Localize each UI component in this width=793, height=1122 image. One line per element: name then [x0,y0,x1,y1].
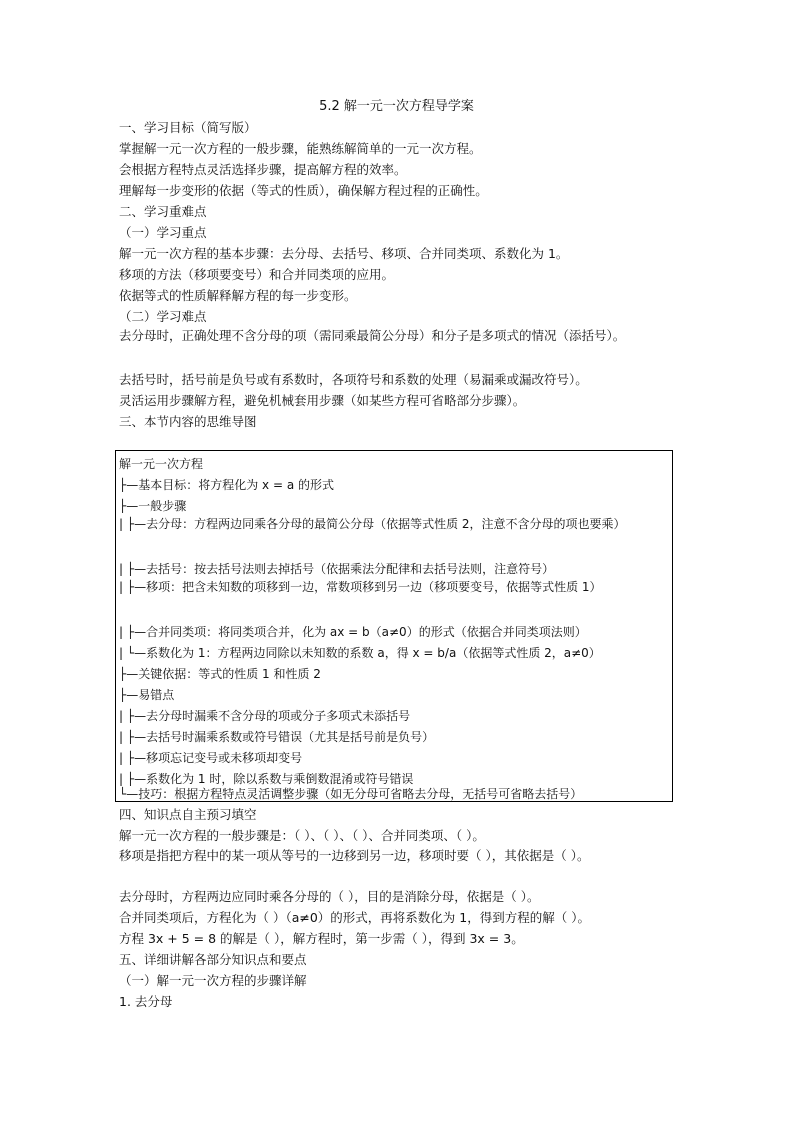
key-item: 解一元一次方程的基本步骤：去分母、去括号、移项、合并同类项、系数化为 1。 [119,246,569,261]
mindmap-node: | ├—合并同类项：将同类项合并，化为 ax = b（a≠0）的形式（依据合并同类项法则） [119,625,587,639]
subheading-key: （一）学习重点 [119,225,207,240]
mindmap-node: | ├—移项忘记变号或未移项却变号 [119,751,303,765]
difficulty-item: 灵活运用步骤解方程，避免机械套用步骤（如某些方程可省略部分步骤）。 [119,393,526,408]
mindmap-node: | ├—系数化为 1 时，除以系数与乘倒数混淆或符号错误 [119,772,414,786]
goal-item: 会根据方程特点灵活选择步骤，提高解方程的效率。 [119,162,407,177]
mindmap-root: 解一元一次方程 [119,457,204,471]
subheading-difficulty: （二）学习难点 [119,309,207,324]
preview-question: 方程 3x + 5 = 8 的解是（ ），解方程时，第一步需（ ），得到 3x = 3。 [119,931,524,946]
section-heading-explanation: 五、详细讲解各部分知识点和要点 [119,952,307,967]
mindmap-node: | ├—去括号：按去括号法则去掉括号（依据乘法分配律和去括号法则，注意符号） [119,562,555,576]
mindmap-node: ├—一般步骤 [119,499,187,513]
section-heading-key-points: 二、学习重难点 [119,204,207,219]
mindmap-node: ├—基本目标：将方程化为 x = a 的形式 [119,478,334,492]
step-item: 1. 去分母 [119,994,173,1009]
mindmap-node: ├—易错点 [119,688,175,702]
key-item: 依据等式的性质解释解方程的每一步变形。 [119,288,357,303]
section-heading-mindmap: 三、本节内容的思维导图 [119,414,257,429]
section-heading-preview: 四、知识点自主预习填空 [119,807,257,822]
subheading-steps: （一）解一元一次方程的步骤详解 [119,973,307,988]
preview-question: 合并同类项后，方程化为（ ）（a≠0）的形式，再将系数化为 1，得到方程的解（ ）。 [119,910,590,925]
goal-item: 理解每一步变形的依据（等式的性质），确保解方程过程的正确性。 [119,183,488,198]
mindmap-node: └—技巧：根据方程特点灵活调整步骤（如无分母可省略去分母，无括号可省略去括号） [119,787,583,801]
mindmap-node: | ├—去括号时漏乘系数或符号错误（尤其是括号前是负号） [119,730,435,744]
mindmap-node: | ├—去分母：方程两边同乘各分母的最简公分母（依据等式性质 2，注意不含分母的项也要乘） [119,517,626,531]
page-title: 5.2 解一元一次方程导学案 [319,99,474,114]
mindmap-node: | ├—去分母时漏乘不含分母的项或分子多项式未添括号 [119,709,411,723]
mindmap-node: ├—关键依据：等式的性质 1 和性质 2 [119,667,321,681]
difficulty-paragraph: 去分母时，正确处理不含分母的项（需同乘最简公分母）和分子是多项式的情况（添括号）。 [119,328,626,343]
preview-question: 去分母时，方程两边应同时乘各分母的（ ），目的是消除分母，依据是（ ）。 [119,889,540,904]
preview-question: 解一元一次方程的一般步骤是：（ ）、（ ）、（ ）、合并同类项、（ ）。 [119,828,485,843]
key-item: 移项的方法（移项要变号）和合并同类项的应用。 [119,267,395,282]
difficulty-item: 去括号时，括号前是负号或有系数时，各项符号和系数的处理（易漏乘或漏改符号）。 [119,372,588,387]
mindmap-node: | ├—移项：把含未知数的项移到一边，常数项移到另一边（移项要变号，依据等式性质 1） [119,580,602,594]
goal-item: 掌握解一元一次方程的一般步骤，能熟练解简单的一元一次方程。 [119,141,482,156]
preview-question: 移项是指把方程中的某一项从等号的一边移到另一边，移项时要（ ），其依据是（ ）。 [119,848,590,863]
section-heading-goals: 一、学习目标（简写版） [119,120,257,135]
mindmap-box [115,450,673,802]
mindmap-node: | └—系数化为 1：方程两边同除以未知数的系数 a，得 x = b/a（依据等式性质 2，a≠0） [119,646,601,660]
